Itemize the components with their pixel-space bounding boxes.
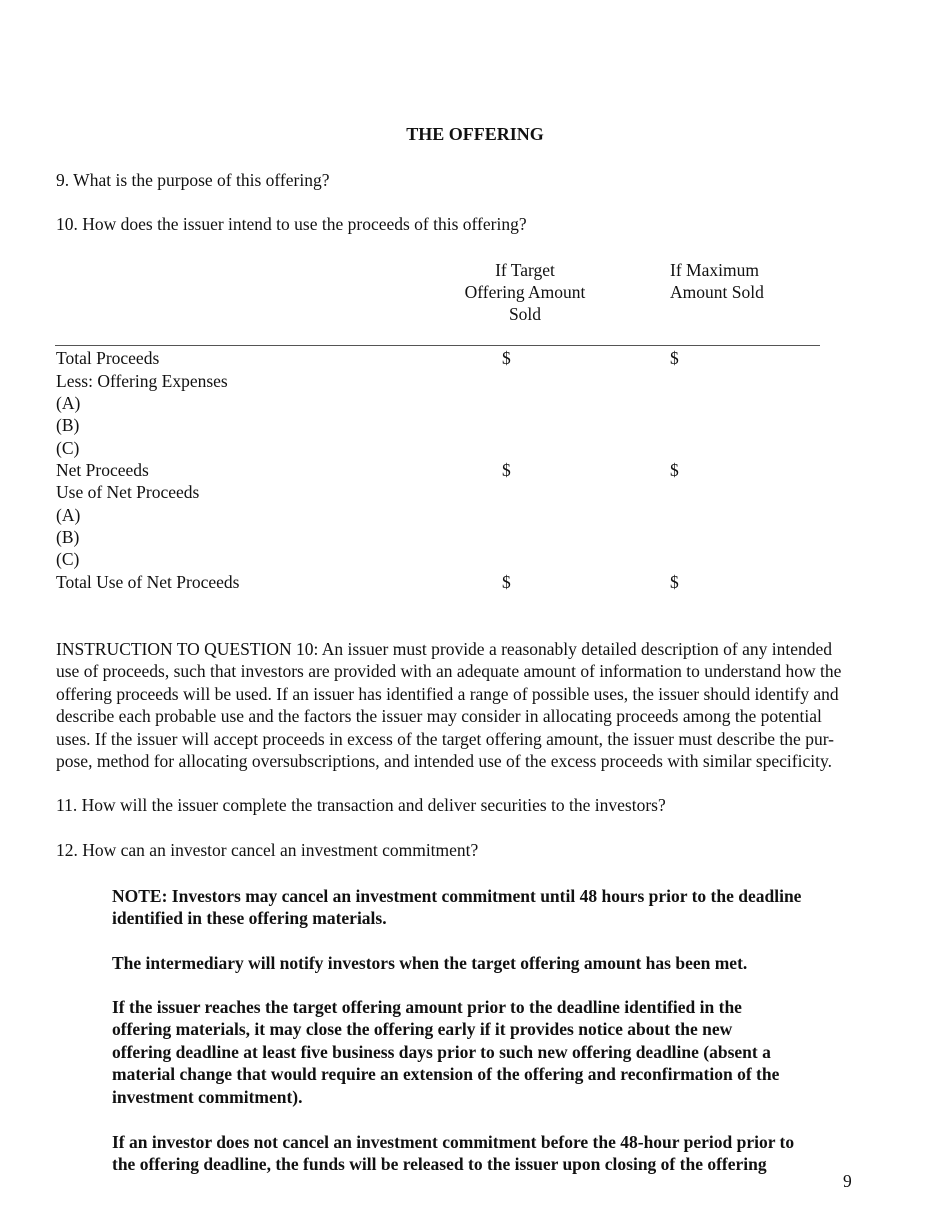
- question-10: 10. How does the issuer intend to use the proceeds of this offering?: [56, 214, 527, 234]
- column-header-target-line-2: Offering Amount: [464, 282, 586, 302]
- row-target-net-proceeds: $: [502, 460, 511, 480]
- table-divider: [55, 345, 820, 346]
- row-label-use-of-net-proceeds: Use of Net Proceeds: [56, 482, 200, 502]
- section-title: THE OFFERING: [406, 124, 544, 144]
- note-line: material change that would require an extension of the offering and reconfirmation of the: [112, 1064, 780, 1085]
- note-line: NOTE: Investors may cancel an investment commitment until 48 hours prior to the deadline: [112, 886, 802, 906]
- instruction-line: INSTRUCTION TO QUESTION 10: An issuer must provide a reasonably detailed description of any intended: [56, 639, 833, 659]
- note-line: offering deadline at least five business days prior to such new offering deadline (absent a: [112, 1041, 771, 1062]
- note-line: offering materials, it may close the offering early if it provides notice about the new: [112, 1019, 733, 1040]
- instruction-line: use of proceeds, such that investors are provided with an adequate amount of information to understand how the: [56, 661, 842, 682]
- row-max-total-proceeds: $: [670, 348, 679, 368]
- column-header-maximum: [670, 259, 820, 303]
- row-label-offering-expenses: Less: Offering Expenses: [56, 371, 228, 391]
- instruction-line: offering proceeds will be used. If an issuer has identified a range of possible uses, the issuer should identify and: [56, 683, 839, 704]
- instruction-line: pose, method for allocating oversubscriptions, and intended use of the excess proceeds with similar specificity.: [56, 751, 832, 772]
- column-header-target-line-3: Sold: [508, 304, 542, 324]
- question-11: 11. How will the issuer complete the transaction and deliver securities to the investors?: [56, 795, 666, 815]
- note-line: the offering deadline, the funds will be released to the issuer upon closing of the offering: [112, 1154, 767, 1175]
- column-header-target: [440, 259, 610, 325]
- note-line: investment commitment).: [112, 1086, 303, 1107]
- row-label-total-use: Total Use of Net Proceeds: [56, 572, 240, 592]
- row-max-net-proceeds: $: [670, 460, 679, 480]
- row-label-use-a: (A): [56, 505, 81, 525]
- note-cancel-commitment: [112, 885, 852, 930]
- row-label-use-b: (B): [56, 527, 80, 547]
- instruction-line: uses. If the issuer will accept proceeds in excess of the target offering amount, the issuer must describe the pur-: [56, 728, 834, 749]
- note-line: The intermediary will notify investors when the target offering amount has been met.: [112, 953, 748, 973]
- note-line: identified in these offering materials.: [112, 908, 387, 929]
- row-target-total-use: $: [502, 572, 511, 592]
- note-funds-release: [112, 1131, 852, 1176]
- row-label-total-proceeds: Total Proceeds: [56, 348, 160, 368]
- question-9: 9. What is the purpose of this offering?: [56, 170, 330, 190]
- column-header-max-line-1: If Maximum: [670, 260, 759, 280]
- question-12: 12. How can an investor cancel an investment commitment?: [56, 840, 479, 860]
- column-header-max-line-2: Amount Sold: [670, 282, 764, 302]
- row-label-expense-a: (A): [56, 393, 81, 413]
- note-intermediary-notify: [112, 952, 852, 974]
- row-target-total-proceeds: $: [502, 348, 511, 368]
- row-label-net-proceeds: Net Proceeds: [56, 460, 149, 480]
- note-line: If the issuer reaches the target offering amount prior to the deadline identified in the: [112, 997, 742, 1017]
- instruction-line: describe each probable use and the factors the issuer may consider in allocating proceeds among the potential: [56, 706, 822, 727]
- note-line: If an investor does not cancel an investment commitment before the 48-hour period prior to: [112, 1132, 795, 1152]
- row-label-expense-c: (C): [56, 438, 80, 458]
- row-label-use-c: (C): [56, 549, 80, 569]
- note-early-close: [112, 996, 852, 1108]
- instruction-question-10: [56, 638, 896, 772]
- page-number: 9: [843, 1171, 852, 1191]
- column-header-target-line-1: If Target: [495, 260, 555, 280]
- row-label-expense-b: (B): [56, 415, 80, 435]
- row-max-total-use: $: [670, 572, 679, 592]
